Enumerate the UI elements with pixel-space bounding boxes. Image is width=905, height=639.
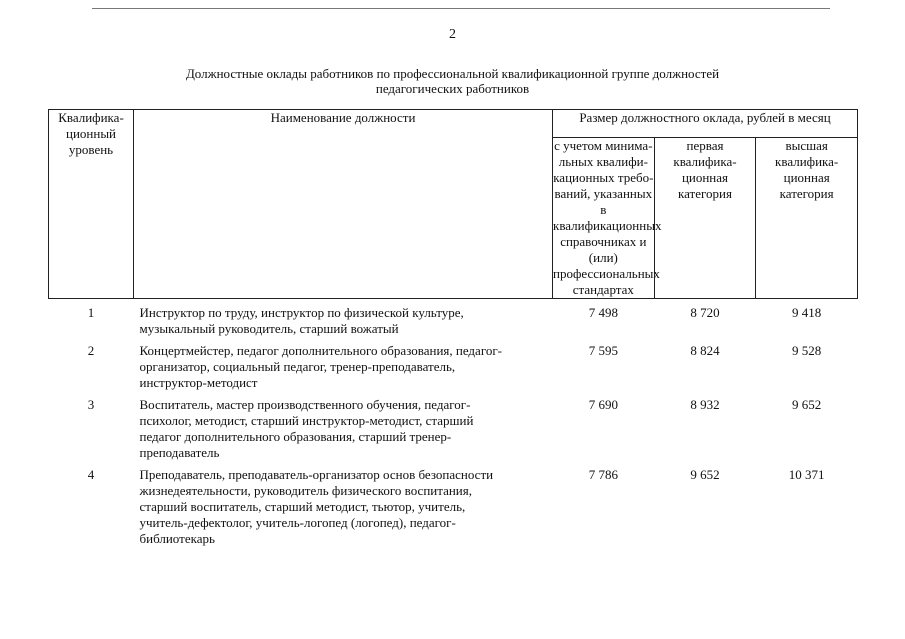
position-cell: Инструктор по труду, инструктор по физической культуре, музыкальный руководитель, старший вожатый xyxy=(139,305,464,336)
title-line-2: педагогических работников xyxy=(375,81,530,96)
base-salary-cell: 7 498 xyxy=(588,305,618,320)
page-number: 2 xyxy=(449,27,456,42)
base-salary-cell: 7 690 xyxy=(588,397,618,412)
header-salary-size: Размер должностного оклада, рублей в месяц xyxy=(553,110,858,138)
position-cell: Преподаватель, преподаватель-организатор основ безопасности жизнедеятельности, руководитель физического воспитания, старший воспитатель, старший методист, тьютор, учитель, учитель-дефектолог, учитель-логопед (логопед), педагог- библиотекарь xyxy=(139,467,494,546)
header-with-min-requirements: с учетом минима- льных квалифи- кационных требо- ваний, указанных в квалификационных справочниках и (или) профессиональных стандартах xyxy=(553,138,662,297)
header-highest-category: высшая квалифика- ционная категория xyxy=(756,138,858,299)
first-category-salary-cell: 8 824 xyxy=(690,343,720,358)
header-level: Квалифика- ционный уровень xyxy=(49,110,134,299)
first-category-salary-cell: 9 652 xyxy=(690,467,720,482)
base-salary-cell: 7 786 xyxy=(588,467,618,482)
first-category-salary-cell: 8 932 xyxy=(690,397,720,412)
level-cell: 1 xyxy=(87,305,95,320)
level-cell: 3 xyxy=(87,397,95,412)
highest-category-salary-cell: 10 371 xyxy=(788,467,825,482)
position-cell: Воспитатель, мастер производственного обучения, педагог- психолог, методист, старший инструктор-методист, старший педагог дополнительного образования, старший тренер- преподаватель xyxy=(139,397,474,460)
top-rule xyxy=(92,8,830,9)
document-title xyxy=(100,66,805,96)
header-first-category: первая квалифика- ционная категория xyxy=(654,138,756,299)
level-cell: 2 xyxy=(87,343,95,358)
salary-table xyxy=(48,109,858,547)
table-row xyxy=(49,461,858,547)
highest-category-salary-cell: 9 528 xyxy=(792,343,822,358)
table-row xyxy=(49,299,858,338)
table-row xyxy=(49,391,858,461)
first-category-salary-cell: 8 720 xyxy=(690,305,720,320)
title-line-1: Должностные оклады работников по профессиональной квалификационной группе должностей xyxy=(185,66,720,81)
position-cell: Концертмейстер, педагог дополнительного образования, педагог- организатор, социальный педагог, тренер-преподаватель, инструктор-методист xyxy=(139,343,502,390)
level-cell: 4 xyxy=(87,467,95,482)
highest-category-salary-cell: 9 652 xyxy=(792,397,822,412)
table-row xyxy=(49,337,858,391)
highest-category-salary-cell: 9 418 xyxy=(792,305,822,320)
header-position: Наименование должности xyxy=(134,110,553,299)
base-salary-cell: 7 595 xyxy=(588,343,618,358)
